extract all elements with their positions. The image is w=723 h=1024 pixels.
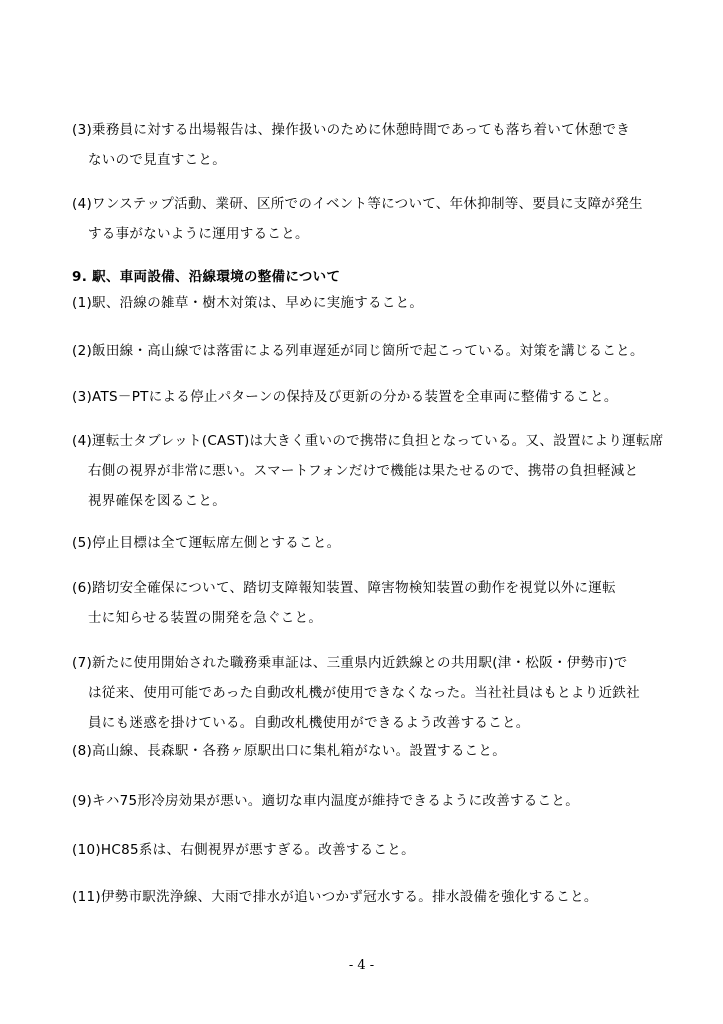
item-line: 員にも迷惑を掛けている。自動改札機使用ができるよう改善すること。 — [88, 715, 530, 731]
list-item — [72, 426, 662, 516]
item-line: 視界確保を図ること。 — [88, 493, 226, 509]
item-line: (4)ワンステップ活動、業研、区所でのイベント等について、年休抑制等、要員に支障が発生 — [72, 196, 643, 212]
section-heading: 9. 駅、車両設備、沿線環境の整備について — [72, 269, 341, 285]
list-item — [72, 382, 662, 412]
item-line: 右側の視界が非常に悪い。スマートフォンだけで機能は果たせるので、携帯の負担軽減と — [88, 463, 639, 479]
item-line: (10)HC85系は、右側視界が悪すぎる。改善すること。 — [72, 842, 415, 858]
item-line: (1)駅、沿線の雑草・樹木対策は、早めに実施すること。 — [72, 295, 424, 311]
item-line: (3)ATS－PTによる停止パターンの保持及び更新の分かる装置を全車両に整備すること。 — [72, 389, 618, 405]
item-line: (9)キハ75形冷房効果が悪い。適切な車内温度が維持できるように改善すること。 — [72, 793, 579, 809]
item-line: (7)新たに使用開始された職務乗車証は、三重県内近鉄線との共用駅(津・松阪・伊勢市)で — [72, 655, 628, 671]
item-line: (2)飯田線・高山線では落雷による列車遅延が同じ箇所で起こっている。対策を講じること。 — [72, 343, 644, 359]
item-line: (4)運転士タブレット(CAST)は大きく重いので携帯に負担となっている。又、設置により運転席 — [72, 433, 664, 449]
item-line: する事がないように運用すること。 — [88, 226, 309, 242]
item-line: (3)乗務員に対する出場報告は、操作扱いのために休憩時間であっても落ち着いて休憩でき — [72, 122, 631, 138]
item-line: は従来、使用可能であった自動改札機が使用できなくなった。当社社員はもとより近鉄社 — [88, 685, 640, 701]
list-item — [72, 648, 662, 738]
item-line: (11)伊勢市駅洗浄線、大雨で排水が追いつかず冠水する。排水設備を強化すること。 — [72, 889, 598, 905]
page-number: - 4 - — [348, 958, 375, 973]
item-line: (6)踏切安全確保について、踏切支障報知装置、障害物検知装置の動作を視覚以外に運転 — [72, 580, 616, 596]
list-item — [72, 573, 662, 633]
list-item — [72, 189, 662, 249]
list-item — [72, 786, 662, 816]
list-item — [72, 882, 662, 912]
list-item — [72, 288, 662, 318]
item-line: (5)停止目標は全て運転席左側とすること。 — [72, 535, 341, 551]
list-item — [72, 115, 662, 175]
item-line: 士に知らせる装置の開発を急ぐこと。 — [88, 610, 323, 626]
list-item — [72, 336, 662, 366]
item-line: (8)高山線、長森駅・各務ヶ原駅出口に集札箱がない。設置すること。 — [72, 743, 507, 759]
item-line: ないので見直すこと。 — [88, 152, 226, 168]
list-item — [72, 835, 662, 865]
list-item — [72, 528, 662, 558]
list-item — [72, 736, 662, 766]
